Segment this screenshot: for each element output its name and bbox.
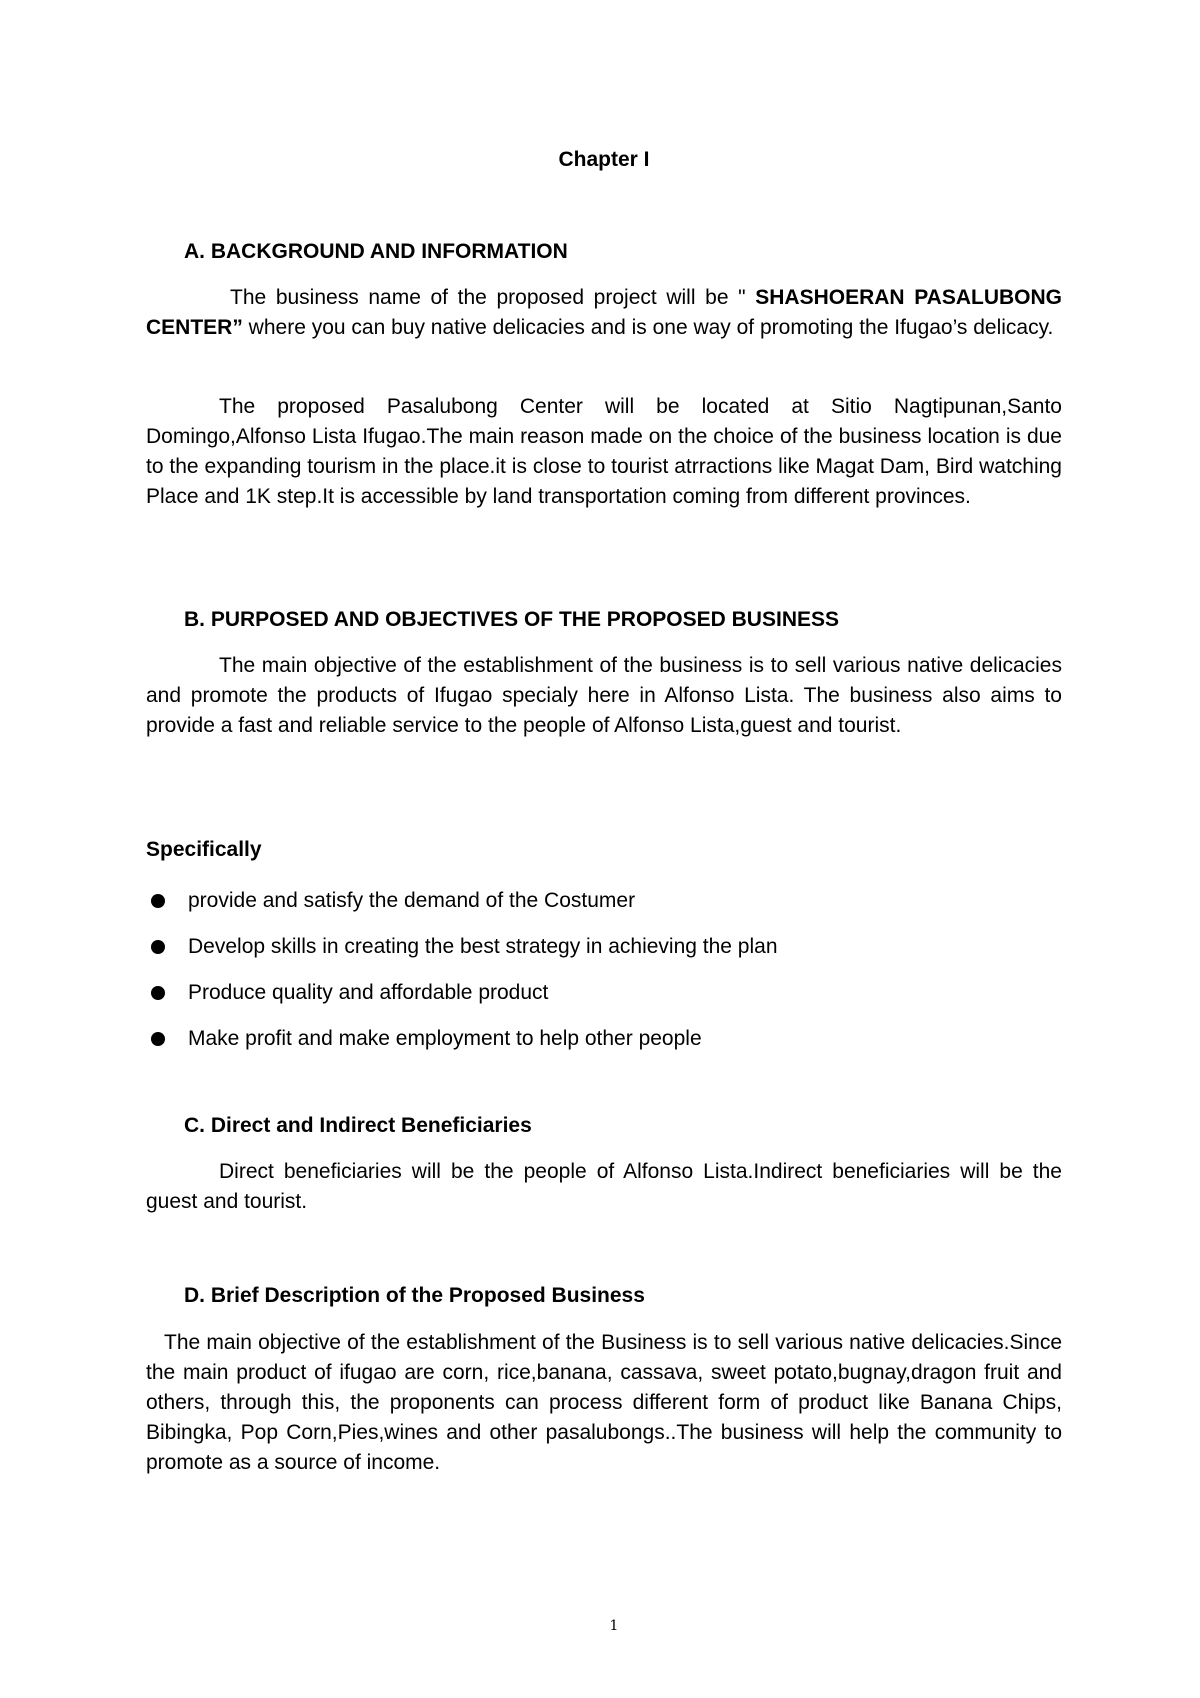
section-a-p1-text-end: where you can buy native delicacies and is one way of promoting the Ifugao’s delicacy. [242,316,1054,339]
section-a-paragraph-1 [146,283,1062,343]
section-d-heading: D. Brief Description of the Proposed Business [184,1284,645,1307]
list-item-text: Produce quality and affordable product [188,981,549,1004]
section-a-heading: A. BACKGROUND AND INFORMATION [184,240,568,263]
section-c-p1-text: Direct beneficiaries will be the people of Alfonso Lista.Indirect beneficiaries will be the guest and tourist. [146,1160,1062,1213]
section-a-p2-text: The proposed Pasalubong Center will be located at Sitio Nagtipunan,Santo Domingo,Alfonso Lista Ifugao.The main reason made on the choice of the business location is due to the expanding tourism in the place.it is close to tourist atrractions like Magat Dam, Bird watching Place and 1K step.It is accessible by land transportation coming from different provinces. [146,395,1062,508]
bullet-icon [151,940,165,954]
list-item [146,878,778,924]
section-a-paragraph-2 [146,392,1062,512]
page-number: 1 [609,1618,619,1634]
bullet-icon [151,986,165,1000]
section-b-paragraph-1 [146,651,1062,741]
list-item [146,1016,778,1062]
section-b-heading: B. PURPOSED AND OBJECTIVES OF THE PROPOSED BUSINESS [184,608,839,631]
list-item-text: Develop skills in creating the best strategy in achieving the plan [188,935,778,958]
section-d-p1-text: The main objective of the establishment of the Business is to sell various native delicacies.Since the main product of ifugao are corn, rice,banana, cassava, sweet potato,bugnay,dragon fruit and others, through this, the proponents can process different form of product like Banana Chips, Bibingka, Pop Corn,Pies,wines and other pasalubongs..The business will help the community to promote as a source of income. [146,1331,1062,1474]
business-name-bold: SHASHOERAN PASALUBONG CENTER” [146,286,1062,339]
bullet-icon [151,1032,165,1046]
objectives-list [146,878,778,1062]
section-c-paragraph-1 [146,1157,1062,1217]
section-a-p1-text-start: The business name of the proposed project will be " [230,286,756,309]
bullet-icon [151,894,165,908]
section-b-p1-text: The main objective of the establishment of the business is to sell various native delicacies and promote the products of Ifugao specialy here in Alfonso Lista. The business also aims to provide a fast and reliable service to the people of Alfonso Lista,guest and tourist. [146,654,1062,737]
section-d-paragraph-1 [146,1328,1062,1478]
chapter-title: Chapter I [558,148,650,171]
list-item [146,924,778,970]
list-item-text: provide and satisfy the demand of the Costumer [188,889,636,912]
list-item-text: Make profit and make employment to help other people [188,1027,702,1050]
list-item [146,970,778,1016]
specifically-label: Specifically [146,838,262,861]
section-c-heading: C. Direct and Indirect Beneficiaries [184,1114,532,1137]
